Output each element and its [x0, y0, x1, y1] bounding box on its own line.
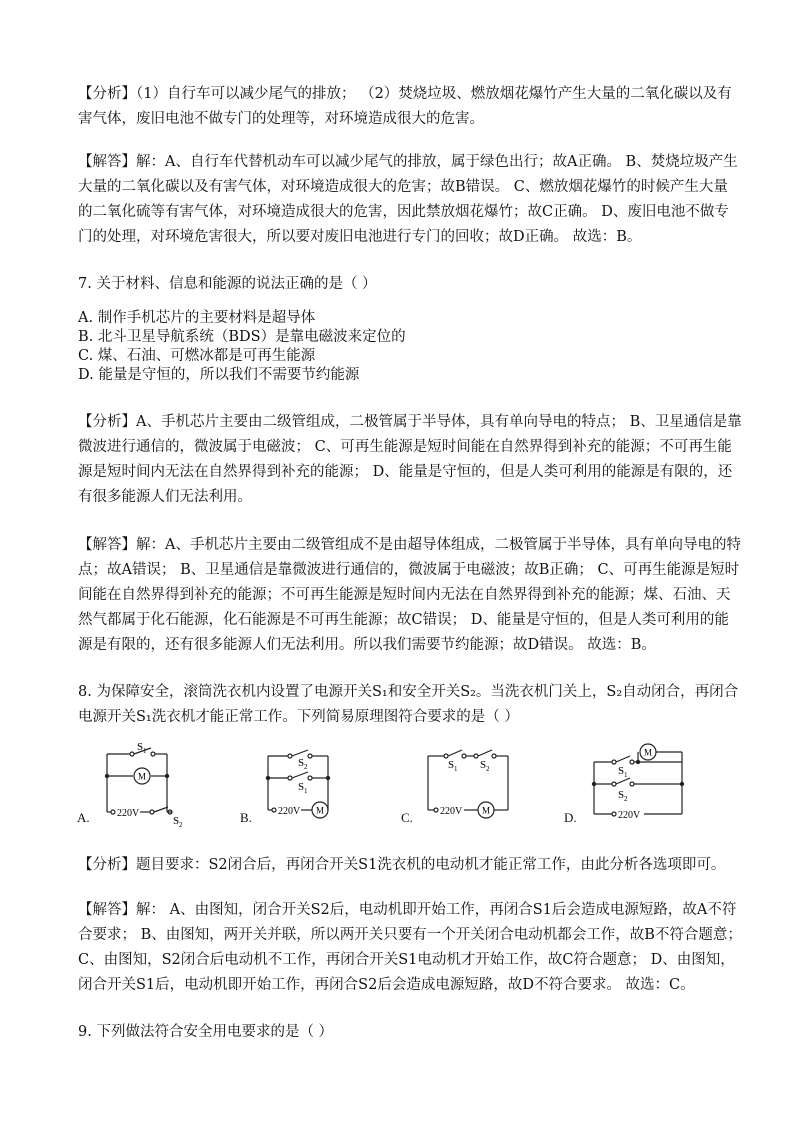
q8-analysis — [78, 853, 728, 878]
q8-answer — [78, 898, 742, 998]
q7-options — [78, 309, 406, 385]
q8-stem — [78, 680, 739, 730]
circuit-diagram-d — [582, 742, 702, 832]
switch-s2-label: S — [480, 759, 487, 771]
text-line: 大量的二氧化碳以及有害气体，对环境造成很大的危害；故B错误。 C、燃放烟花爆竹的时候产生大量 — [78, 179, 728, 195]
voltage-label: 220V — [440, 806, 463, 817]
voltage-label: 220V — [278, 806, 301, 817]
q7-analysis — [78, 410, 742, 510]
text-line: 【解答】解：A、自行车代替机动车可以减少尾气的排放，属于绿色出行；故A正确。 B、焚烧垃圾产生 — [78, 154, 738, 170]
switch-s2-label: S — [618, 789, 625, 801]
switch-s2-subscript: 2 — [624, 795, 628, 803]
switch-s1-subscript: 1 — [143, 747, 147, 755]
option-b: B. 北斗卫星导航系统（BDS）是靠电磁波来定位的 — [78, 329, 406, 345]
text-line: 间能在自然界得到补充的能源；不可再生能源是短时间内无法在自然界得到补充的能源；煤、石油、天 — [78, 587, 731, 603]
switch-s2-label: S — [298, 757, 305, 769]
text-line: 【解答】解：A、手机芯片主要由二级管组成不是由超导体组成，二极管属于半导体，具有单向导电的特 — [78, 537, 741, 553]
question-text: 7. 关于材料、信息和能源的说法正确的是（ ） — [78, 276, 377, 292]
circuit-diagram-b — [258, 742, 378, 832]
switch-s1-label: S — [137, 741, 144, 753]
switch-s2-subscript: 2 — [486, 765, 490, 773]
question-text: 8. 为保障安全，滚筒洗衣机内设置了电源开关S₁和安全开关S₂。当洗衣机门关上，S₂自动闭合，再闭合 — [78, 684, 739, 700]
text-line: 【分析】题目要求：S2闭合后，再闭合开关S1洗衣机的电动机才能正常工作，由此分析各选项即可。 — [78, 857, 726, 873]
motor-label: M — [138, 771, 147, 782]
text-line: 微波进行通信的，微波属于电磁波； C、可再生能源是短时间能在自然界得到补充的能源；不可再生能 — [78, 439, 732, 455]
switch-s1-label: S — [298, 781, 305, 793]
option-a: A. 制作手机芯片的主要材料是超导体 — [78, 310, 316, 326]
q7-stem — [78, 272, 728, 297]
text-line: 【解答】解： A、由图知，闭合开关S2后，电动机即开始工作，再闭合S1后会造成电源短路，故A不符 — [78, 902, 737, 918]
switch-s1-subscript: 1 — [454, 765, 458, 773]
option-label-d: D. — [564, 810, 577, 825]
motor-label: M — [482, 805, 491, 816]
text-line: 点；故A错误； B、卫星通信是靠微波进行通信的，微波属于电磁波；故B正确； C、可再生能源是短时 — [78, 562, 740, 578]
question-text: 9. 下列做法符合安全用电要求的是（ ） — [78, 1024, 334, 1040]
q6-answer — [78, 150, 738, 250]
switch-s2-subscript: 2 — [304, 763, 308, 771]
text-line: 源是短时间内无法在自然界得到补充的能源； D、能量是守恒的，但是人类可利用的能源是有限的，还 — [78, 464, 733, 480]
text-line: 闭合开关S1后，电动机即开始工作，再闭合S2后会造成电源短路，故D不符合要求。 故选：C。 — [78, 977, 695, 993]
switch-s2-subscript: 2 — [179, 821, 183, 829]
option-label-a: A. — [77, 810, 90, 825]
text-line: 害气体，废旧电池不做专门的处理等，对环境造成很大的危害。 — [78, 111, 484, 127]
voltage-label: 220V — [117, 808, 140, 819]
switch-s2-label: S — [173, 815, 180, 827]
switch-s1-label: S — [618, 765, 625, 777]
text-line: C、由图知，S2闭合后电动机不工作，再闭合开关S1电动机才开始工作，故C符合题意； D、由图知， — [78, 952, 735, 968]
option-d: D. 能量是守恒的，所以我们不需要节约能源 — [78, 367, 360, 383]
option-c: C. 煤、石油、可燃冰都是可再生能源 — [78, 348, 316, 364]
text-line: 源是有限的，还有很多能源人们无法利用。所以我们需要节约能源；故D错误。 故选：B。 — [78, 637, 656, 653]
switch-s1-subscript: 1 — [624, 771, 628, 779]
q6-analysis — [78, 82, 732, 132]
text-line: 然气都属于化石能源，化石能源是不可再生能源；故C错误； D、能量是守恒的，但是人类可利用的能 — [78, 612, 729, 628]
text-line: 【分析】（1）自行车可以减少尾气的排放； （2）焚烧垃圾、燃放烟花爆竹产生大量的二氧化碳以及有 — [78, 86, 732, 102]
circuit-diagram-a — [95, 742, 215, 832]
q7-answer — [78, 533, 741, 658]
voltage-label: 220V — [618, 810, 641, 821]
text-line: 门的处理，对环境危害很大，所以要对废旧电池进行专门的回收；故D正确。 故选：B。 — [78, 229, 642, 245]
text-line: 有很多能源人们无法利用。 — [78, 489, 252, 505]
motor-label: M — [316, 805, 325, 816]
text-line: 【分析】A、手机芯片主要由二级管组成，二极管属于半导体，具有单向导电的特点； B、卫星通信是靠 — [78, 414, 742, 430]
text-line: 的二氧化硫等有害气体，对环境造成很大的危害，因此禁放烟花爆竹；故C正确。 D、废旧电池不做专 — [78, 204, 729, 220]
switch-s1-subscript: 1 — [304, 787, 308, 795]
motor-label: M — [644, 747, 653, 758]
q9-stem — [78, 1020, 728, 1045]
question-text: 电源开关S₁洗衣机才能正常工作。下列简易原理图符合要求的是（ ） — [78, 709, 519, 725]
circuit-diagram-c — [418, 742, 538, 832]
option-label-b: B. — [240, 810, 252, 825]
switch-s1-label: S — [448, 759, 455, 771]
option-label-c: C. — [401, 810, 413, 825]
text-line: 合要求； B、由图知，两开关并联，所以两开关只要有一个开关闭合电动机都会工作，故B不符合题意； — [78, 927, 742, 943]
